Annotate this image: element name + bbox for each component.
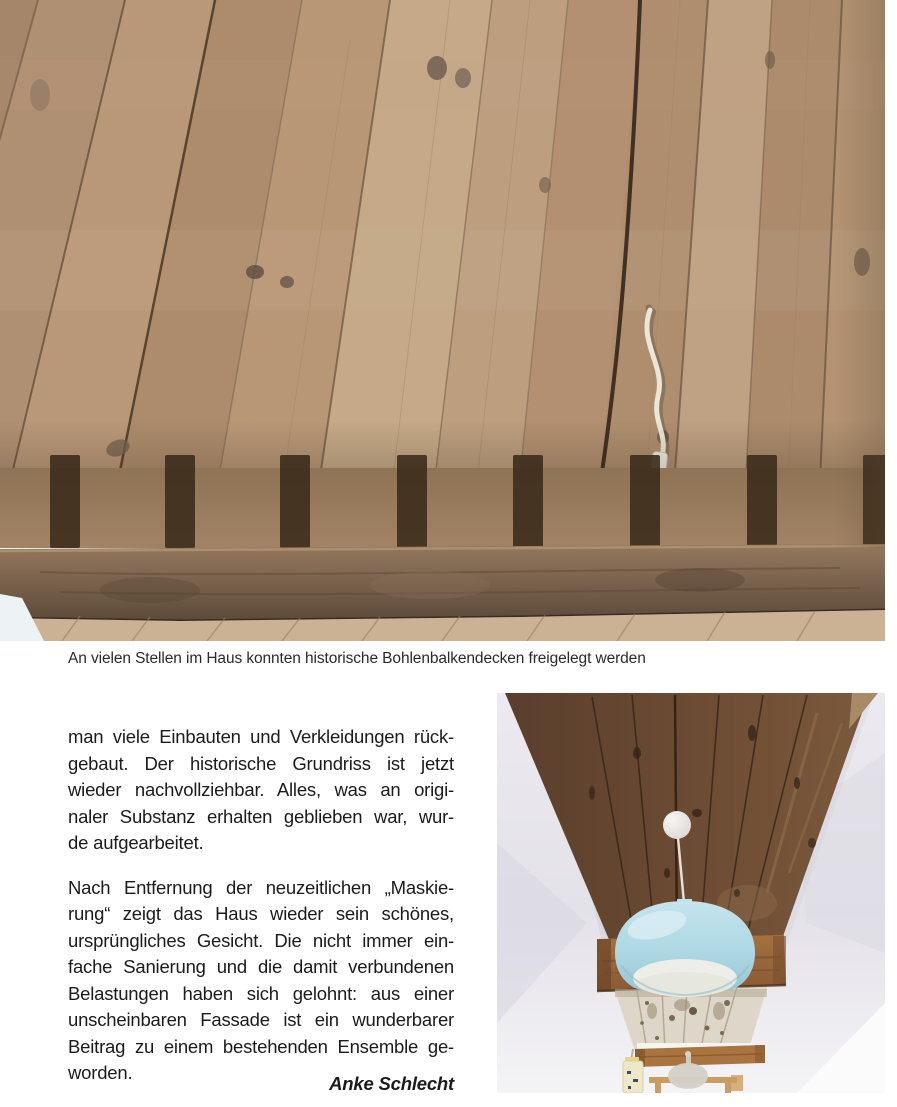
text-line: man viele Einbauten und Verkleidungen rück- — [68, 726, 454, 747]
author-byline: Anke Schlecht — [329, 1073, 454, 1094]
side-photo — [497, 693, 885, 1093]
ceiling-rose-ball — [663, 811, 691, 839]
text-line: Beitrag zu einem bestehenden Ensemble ge- — [68, 1035, 454, 1057]
text-line: rung“ zeigt das Haus wieder sein schönes, — [68, 903, 454, 924]
text-line: unscheinbaren Fassade ist ein wunderbarer — [68, 1009, 454, 1030]
main-beam — [0, 544, 885, 621]
text-line: Belastungen haben sich gelohnt: aus einer — [68, 982, 454, 1004]
hallway-ceiling-illustration — [497, 693, 885, 1093]
text-line: ursprüngliches Gesicht. Die nicht immer ein- — [68, 929, 454, 951]
text-line: fache Sanierung und die damit verbundenen — [68, 956, 454, 977]
paragraph — [68, 875, 454, 1087]
article-column — [68, 724, 454, 1087]
joist-row — [0, 455, 885, 548]
small-chandelier — [668, 1063, 708, 1089]
paragraph — [68, 724, 454, 857]
text-line: wieder nachvollziehbar. Alles, was an origi- — [68, 779, 454, 800]
text-line: Nach Entfernung der neuzeitlichen „Maskie- — [68, 876, 454, 898]
text-line: worden. — [68, 1062, 133, 1083]
text-line: gebaut. Der historische Grundriss ist jetzt — [68, 752, 454, 774]
text-line: naler Substanz erhalten geblieben war, wur- — [68, 805, 454, 827]
text-line: de aufgearbeitet. — [68, 832, 204, 853]
photo-caption: An vielen Stellen im Haus konnten historische Bohlenbalkendecken freigelegt werden — [68, 650, 646, 667]
right-vignette — [835, 0, 885, 548]
